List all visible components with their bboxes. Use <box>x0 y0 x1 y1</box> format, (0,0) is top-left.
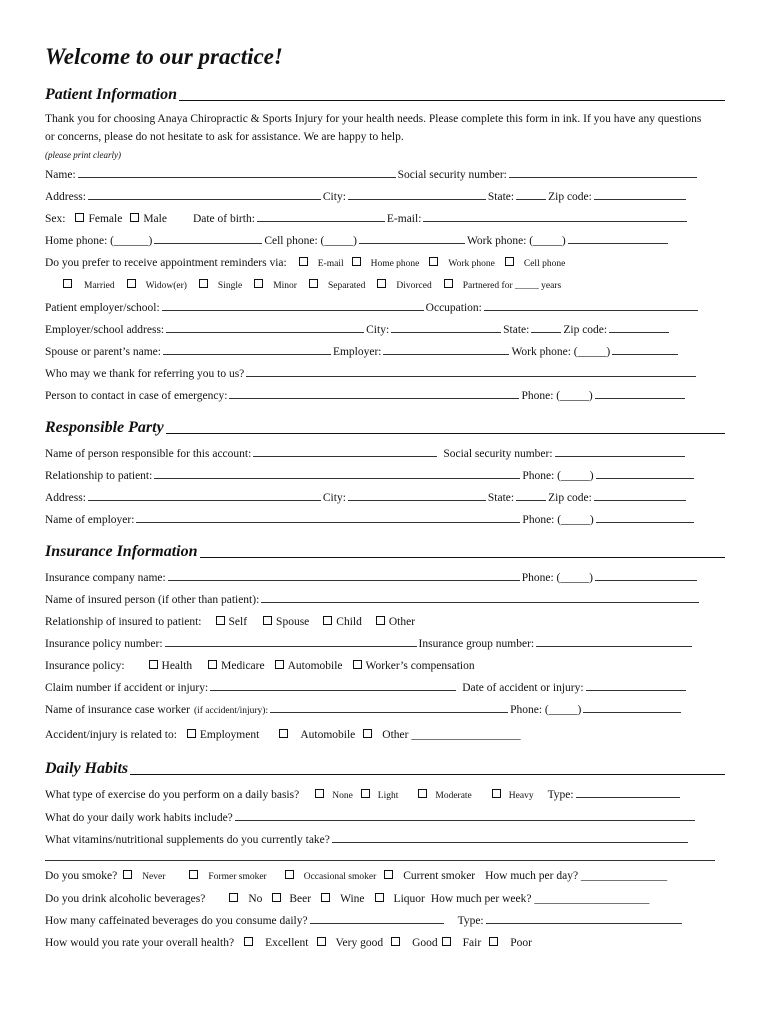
self-label: Self <box>228 616 248 628</box>
good-label: Good <box>412 937 438 949</box>
row-policy-numbers <box>45 633 725 655</box>
insurance-company-field[interactable] <box>168 571 520 581</box>
excellent-checkbox[interactable] <box>244 937 253 946</box>
accident-date-field[interactable] <box>586 681 686 691</box>
separated-label: Separated <box>327 281 366 291</box>
case-worker-label: Name of insurance case worker <box>45 704 190 716</box>
no-alcohol-label: No <box>248 893 263 905</box>
home-reminder-checkbox[interactable] <box>352 257 361 266</box>
zip-label: Zip code: <box>548 191 592 203</box>
work-habits-label: What do your daily work habits include? <box>45 812 233 824</box>
city-field[interactable] <box>348 190 486 200</box>
former-smoker-label: Former smoker <box>208 872 267 882</box>
responsible-employer-phone-field[interactable] <box>596 513 694 523</box>
responsible-employer-phone-label: Phone: (_____) <box>522 514 594 526</box>
emergency-label: Person to contact in case of emergency: <box>45 390 228 402</box>
state-label: State: <box>487 191 515 203</box>
row-insured-relationship <box>45 611 725 633</box>
female-checkbox[interactable] <box>75 213 84 222</box>
row-responsible-name <box>45 443 725 465</box>
good-checkbox[interactable] <box>391 937 400 946</box>
row-overall-health <box>45 932 725 954</box>
intro-paragraph: Thank you for choosing Anaya Chiropractic & Sports Injury for your health needs. Please complete this form in ink. If you have any questions or concerns, please do not hesitate to ask for assistance. We are happy to help. <box>45 113 702 143</box>
child-label: Child <box>336 616 362 628</box>
row-emergency <box>45 385 725 407</box>
row-smoke <box>45 865 725 888</box>
spouse-option-label: Spouse <box>276 616 310 628</box>
spouse-field[interactable] <box>163 345 331 355</box>
divorced-label: Divorced <box>396 281 432 291</box>
zip-field[interactable] <box>594 190 686 200</box>
fair-checkbox[interactable] <box>442 937 451 946</box>
responsible-ssn-label: Social security number: <box>443 448 553 460</box>
insured-field[interactable] <box>261 593 699 603</box>
cell-phone-field[interactable] <box>359 234 465 244</box>
occasional-smoker-label: Occasional smoker <box>303 872 377 882</box>
group-number-label: Insurance group number: <box>418 638 535 650</box>
medicare-checkbox[interactable] <box>208 660 217 669</box>
row-spouse <box>45 341 725 363</box>
address-label: Address: <box>45 191 86 203</box>
alcohol-label: Do you drink alcoholic beverages? <box>45 893 206 905</box>
reminders-label: Do you prefer to receive appointment reminders via: <box>45 257 287 269</box>
row-name <box>45 164 725 186</box>
never-checkbox[interactable] <box>123 870 132 879</box>
employer-city-label: City: <box>366 324 390 336</box>
employment-label: Employment <box>199 729 260 741</box>
section-heading: Insurance Information <box>45 543 198 560</box>
workers-comp-checkbox[interactable] <box>353 660 362 669</box>
work-reminder-label: Work phone <box>448 259 495 269</box>
employer-address-field[interactable] <box>166 323 364 333</box>
minor-label: Minor <box>273 281 297 291</box>
never-label: Never <box>142 872 166 882</box>
spouse-work-phone-field[interactable] <box>612 345 678 355</box>
relationship-label: Relationship to patient: <box>45 470 153 482</box>
other-related-label: Other ___________________ <box>382 729 521 741</box>
employer-state-label: State: <box>503 324 530 336</box>
poor-checkbox[interactable] <box>489 937 498 946</box>
responsible-zip-label: Zip code: <box>548 492 592 504</box>
employer-city-field[interactable] <box>391 323 501 333</box>
excellent-label: Excellent <box>265 937 309 949</box>
child-checkbox[interactable] <box>323 616 332 625</box>
heavy-checkbox[interactable] <box>492 789 501 798</box>
exercise-type-label: Type: <box>547 789 574 801</box>
none-checkbox[interactable] <box>315 789 324 798</box>
male-label: Male <box>143 213 167 225</box>
auto-related-checkbox[interactable] <box>279 729 288 738</box>
other-checkbox[interactable] <box>376 616 385 625</box>
married-label: Married <box>84 281 115 291</box>
former-smoker-checkbox[interactable] <box>189 870 198 879</box>
responsible-ssn-field[interactable] <box>555 447 685 457</box>
very-good-label: Very good <box>335 937 384 949</box>
insured-label: Name of insured person (if other than patient): <box>45 594 260 606</box>
row-marital-status <box>45 275 725 297</box>
spouse-label: Spouse or parent’s name: <box>45 346 161 358</box>
related-to-label: Accident/injury is related to: <box>45 729 177 741</box>
row-sex-dob <box>45 208 725 230</box>
insured-relationship-label: Relationship of insured to patient: <box>45 616 202 628</box>
section-heading: Responsible Party <box>45 419 164 436</box>
liquor-checkbox[interactable] <box>375 893 384 902</box>
automobile-checkbox[interactable] <box>275 660 284 669</box>
home-phone-field[interactable] <box>154 234 262 244</box>
state-field[interactable] <box>516 190 546 200</box>
row-claim <box>45 677 725 699</box>
light-checkbox[interactable] <box>361 789 370 798</box>
divorced-checkbox[interactable] <box>377 279 386 288</box>
caffeine-type-label: Type: <box>457 915 484 927</box>
work-phone-label: Work phone: (_____) <box>466 235 566 247</box>
name-label: Name: <box>45 169 76 181</box>
occupation-label: Occupation: <box>425 302 482 314</box>
employer-school-label: Patient employer/school: <box>45 302 160 314</box>
heading-rule <box>130 773 725 775</box>
row-reminders <box>45 252 725 275</box>
work-reminder-checkbox[interactable] <box>429 257 438 266</box>
policy-type-label: Insurance policy: <box>45 660 125 672</box>
workers-comp-label: Worker’s compensation <box>365 660 475 672</box>
spouse-work-phone-label: Work phone: (_____) <box>511 346 611 358</box>
print-clearly-note: (please print clearly) <box>45 150 121 160</box>
cell-reminder-checkbox[interactable] <box>505 257 514 266</box>
minor-checkbox[interactable] <box>254 279 263 288</box>
referral-label: Who may we thank for referring you to us? <box>45 368 245 380</box>
light-label: Light <box>377 791 399 801</box>
moderate-checkbox[interactable] <box>418 789 427 798</box>
vitamins-field-continued[interactable] <box>45 851 715 861</box>
insurance-phone-field[interactable] <box>595 571 697 581</box>
per-day-label: How much per day? _______________ <box>485 870 668 882</box>
per-week-label: How much per week? ____________________ <box>430 893 650 905</box>
employer-school-field[interactable] <box>162 301 424 311</box>
insurance-company-label: Insurance company name: <box>45 572 166 584</box>
health-label: Health <box>161 660 193 672</box>
moderate-label: Moderate <box>435 791 472 801</box>
self-checkbox[interactable] <box>216 616 225 625</box>
other-label: Other <box>388 616 416 628</box>
exercise-type-field[interactable] <box>576 788 680 798</box>
email-label: E-mail: <box>386 213 422 225</box>
email-reminder-checkbox[interactable] <box>299 257 308 266</box>
heading-rule <box>166 432 725 434</box>
policy-number-field[interactable] <box>165 637 417 647</box>
section-daily-habits <box>45 760 725 778</box>
row-employer-address <box>45 319 725 341</box>
group-number-field[interactable] <box>536 637 692 647</box>
employer-zip-field[interactable] <box>609 323 669 333</box>
dob-label: Date of birth: <box>192 213 255 225</box>
widow-checkbox[interactable] <box>127 279 136 288</box>
no-alcohol-checkbox[interactable] <box>229 893 238 902</box>
row-case-worker <box>45 699 725 722</box>
row-alcohol <box>45 888 725 910</box>
responsible-employer-field[interactable] <box>136 513 520 523</box>
insurance-phone-label: Phone: (_____) <box>521 572 593 584</box>
poor-label: Poor <box>510 937 532 949</box>
case-worker-note: (if accident/injury): <box>193 706 269 716</box>
name-field[interactable] <box>78 168 396 178</box>
occupation-field[interactable] <box>484 301 698 311</box>
row-employer <box>45 297 725 319</box>
page-title: Welcome to our practice! <box>45 44 283 69</box>
emergency-field[interactable] <box>229 389 519 399</box>
responsible-phone-label: Phone: (_____) <box>522 470 594 482</box>
responsible-zip-field[interactable] <box>594 491 686 501</box>
row-policy-type <box>45 655 725 677</box>
case-worker-phone-field[interactable] <box>583 703 681 713</box>
fair-label: Fair <box>462 937 482 949</box>
partnered-label: Partnered for _____ years <box>462 281 562 291</box>
section-patient-information <box>45 86 725 104</box>
email-field[interactable] <box>423 212 687 222</box>
emergency-phone-field[interactable] <box>595 389 685 399</box>
row-work-habits <box>45 807 725 829</box>
none-label: None <box>332 791 353 801</box>
policy-number-label: Insurance policy number: <box>45 638 163 650</box>
responsible-name-label: Name of person responsible for this account: <box>45 448 252 460</box>
work-habits-field[interactable] <box>235 811 695 821</box>
row-responsible-employer <box>45 509 725 531</box>
caffeine-type-field[interactable] <box>486 914 682 924</box>
row-referral <box>45 363 725 385</box>
automobile-label: Automobile <box>287 660 343 672</box>
row-caffeine <box>45 910 725 932</box>
row-address <box>45 186 725 208</box>
auto-related-label: Automobile <box>300 729 356 741</box>
home-phone-label: Home phone: (______) <box>45 235 153 247</box>
employer-zip-label: Zip code: <box>563 324 608 336</box>
case-worker-phone-label: Phone: (_____) <box>510 704 582 716</box>
exercise-label: What type of exercise do you perform on a daily basis? <box>45 789 300 801</box>
wine-label: Wine <box>340 893 365 905</box>
single-checkbox[interactable] <box>199 279 208 288</box>
responsible-employer-label: Name of employer: <box>45 514 135 526</box>
partnered-checkbox[interactable] <box>444 279 453 288</box>
email-reminder-label: E-mail <box>317 259 344 269</box>
dob-field[interactable] <box>257 212 385 222</box>
section-heading: Daily Habits <box>45 760 129 777</box>
responsible-state-label: State: <box>487 492 515 504</box>
ssn-label: Social security number: <box>397 169 507 181</box>
sex-label: Sex: <box>45 213 66 225</box>
row-phones <box>45 230 725 252</box>
address-field[interactable] <box>88 190 321 200</box>
separated-checkbox[interactable] <box>309 279 318 288</box>
city-label: City: <box>322 191 346 203</box>
row-responsible-address <box>45 487 725 509</box>
employer-state-field[interactable] <box>531 323 561 333</box>
spouse-checkbox[interactable] <box>263 616 272 625</box>
heading-rule <box>179 99 725 101</box>
other-related-checkbox[interactable] <box>363 729 372 738</box>
row-vitamins <box>45 829 725 851</box>
section-heading: Patient Information <box>45 86 178 103</box>
responsible-phone-field[interactable] <box>596 469 694 479</box>
responsible-address-label: Address: <box>45 492 86 504</box>
row-responsible-relationship <box>45 465 725 487</box>
male-checkbox[interactable] <box>130 213 139 222</box>
beer-label: Beer <box>289 893 312 905</box>
responsible-city-label: City: <box>322 492 346 504</box>
row-related-to <box>45 724 725 746</box>
claim-label: Claim number if accident or injury: <box>45 682 209 694</box>
cell-phone-label: Cell phone: (_____) <box>264 235 357 247</box>
home-reminder-label: Home phone <box>370 259 420 269</box>
work-phone-field[interactable] <box>568 234 668 244</box>
spouse-employer-field[interactable] <box>383 345 509 355</box>
heavy-label: Heavy <box>508 791 534 801</box>
widow-label: Widow(er) <box>145 281 187 291</box>
row-exercise <box>45 784 725 807</box>
row-insurance-company <box>45 567 725 589</box>
vitamins-label: What vitamins/nutritional supplements do you currently take? <box>45 834 330 846</box>
claim-field[interactable] <box>210 681 456 691</box>
married-checkbox[interactable] <box>63 279 72 288</box>
liquor-label: Liquor <box>393 893 425 905</box>
row-insured-person <box>45 589 725 611</box>
emergency-phone-label: Phone: (_____) <box>521 390 593 402</box>
single-label: Single <box>217 281 243 291</box>
responsible-city-field[interactable] <box>348 491 486 501</box>
current-smoker-checkbox[interactable] <box>384 870 393 879</box>
row-vitamins-continued <box>45 851 725 861</box>
relationship-field[interactable] <box>154 469 520 479</box>
current-smoker-label: Current smoker <box>403 870 476 882</box>
smoke-label: Do you smoke? <box>45 870 118 882</box>
occasional-smoker-checkbox[interactable] <box>285 870 294 879</box>
health-checkbox[interactable] <box>149 660 158 669</box>
section-responsible-party <box>45 419 725 437</box>
accident-date-label: Date of accident or injury: <box>462 682 584 694</box>
responsible-address-field[interactable] <box>88 491 321 501</box>
section-insurance-information <box>45 543 725 561</box>
beer-checkbox[interactable] <box>272 893 281 902</box>
spouse-employer-label: Employer: <box>332 346 382 358</box>
cell-reminder-label: Cell phone <box>523 259 566 269</box>
responsible-name-field[interactable] <box>253 447 437 457</box>
intake-form <box>45 40 725 954</box>
employment-checkbox[interactable] <box>187 729 196 738</box>
referral-field[interactable] <box>246 367 696 377</box>
medicare-label: Medicare <box>221 660 265 672</box>
very-good-checkbox[interactable] <box>317 937 326 946</box>
vitamins-field[interactable] <box>332 833 688 843</box>
ssn-field[interactable] <box>509 168 697 178</box>
case-worker-field[interactable] <box>270 703 508 713</box>
caffeine-label: How many caffeinated beverages do you consume daily? <box>45 915 308 927</box>
heading-rule <box>200 556 726 558</box>
female-label: Female <box>88 213 123 225</box>
employer-address-label: Employer/school address: <box>45 324 165 336</box>
caffeine-field[interactable] <box>310 914 444 924</box>
overall-health-label: How would you rate your overall health? <box>45 937 235 949</box>
responsible-state-field[interactable] <box>516 491 546 501</box>
wine-checkbox[interactable] <box>321 893 330 902</box>
